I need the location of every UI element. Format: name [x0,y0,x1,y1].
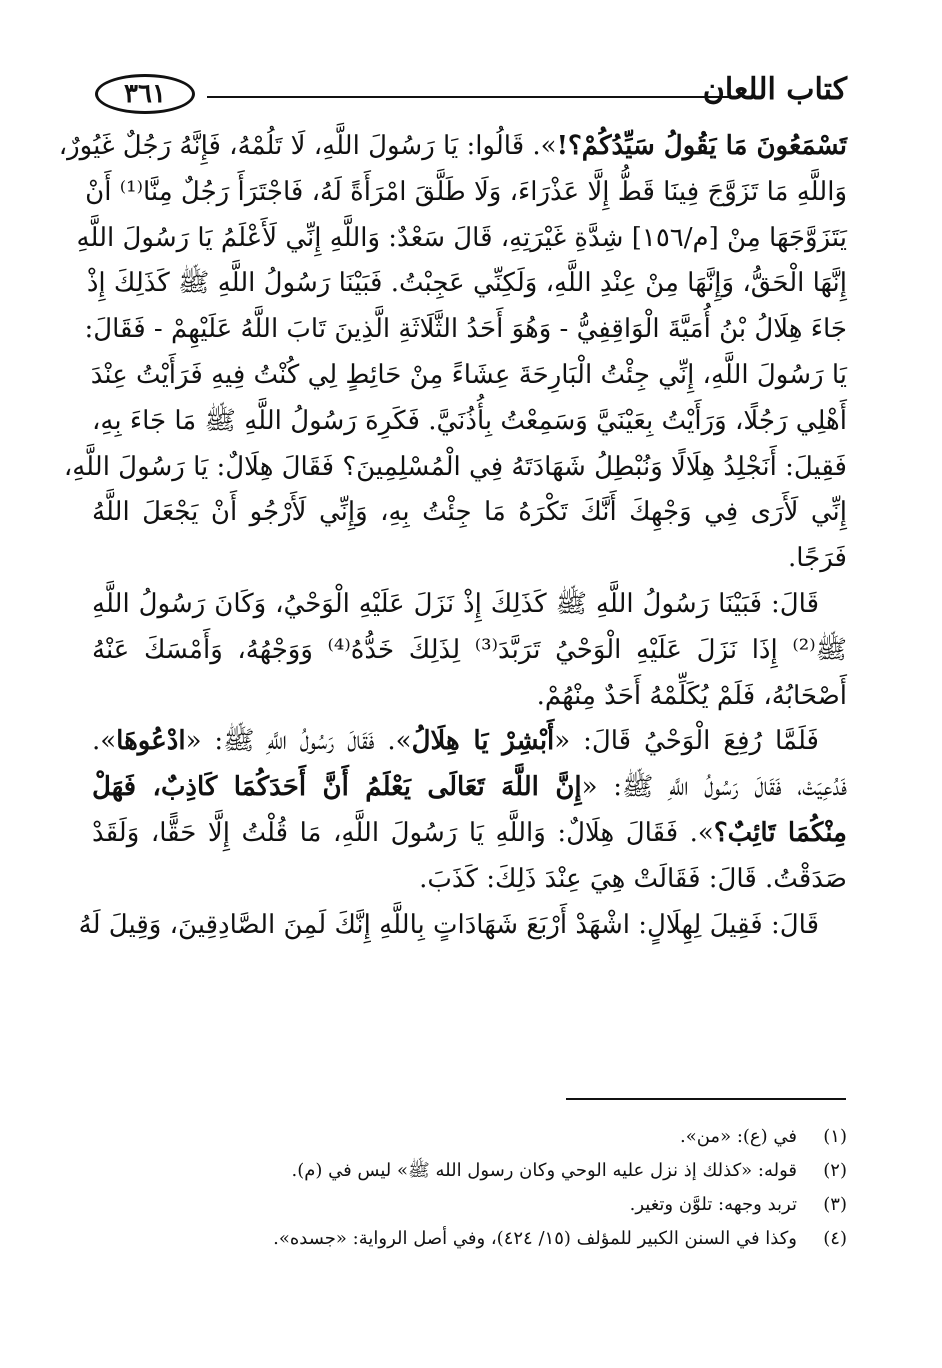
text-line [63,445,847,491]
text-line [92,674,847,720]
hadith-quote: إِنَّ اللَّهَ تَعَالَى يَعْلَمُ أَنَّ أَحَدَكُمَا كَاذِبٌ، فَهَلْ [92,772,582,803]
page-number: ٣٦١ [95,74,195,114]
text-segment: صَدَقْتُ. قَالَ: فَقَالَتْ هِيَ عِنْدَ ذَلِكَ: كَذَبَ. [419,863,847,894]
text-segment: فَدُعِيَتْ، فَقَالَ رَسُولُ اللَّهِ ﷺ: « [581,772,847,803]
text-segment: ». قَالُوا: يَا رَسُولَ اللَّهِ، لَا تَلُمْهُ، فَإِنَّهُ رَجُلٌ غَيُورٌ، [58,131,557,161]
footnote-text: تربد وجهه: تلوَّن وتغير. [629,1194,797,1215]
text-segment: إِنَّهَا الْحَقُّ، وَإِنَّهَا مِنْ عِنْدِ اللَّهِ، وَلَكِنِّي عَجِبْتُ. فَبَيْنَا رَسُولُ اللَّهِ ﷺ كَذَلِكَ إِذْ [86,268,847,299]
footnote-number: (٣) [823,1194,847,1215]
footnote-text: وكذا في السنن الكبير للمؤلف (١٥/ ٤٢٤)، وفي أصل الرواية: «جسده». [273,1228,797,1249]
text-segment: جَاءَ هِلَالُ بْنُ أُمَيَّةَ الْوَاقِفِيُّ - وَهُوَ أَحَدُ الثَّلَاثَةِ الَّذِينَ تَابَ اللَّهُ عَلَيْهِمْ - فَقَالَ: [84,314,847,345]
text-segment: وَاللَّهِ مَا تَزَوَّجَ فِينَا قَطُّ إِلَّا عَذْرَاءَ، وَلَا طَلَّقَ امْرَأَةً لَهُ، فَاجْتَرَأَ رَجُلٌ مِنَّا⁽¹⁾ أَنْ [85,176,847,207]
hadith-quote: تَسْمَعُونَ مَا يَقُولُ سَيِّدُكُمْ؟! [556,131,847,161]
footnote-text: في (ع): «من». [680,1126,797,1147]
text-line [78,903,847,949]
text-segment: ». فَقَالَ هِلَالٌ: وَاللَّهِ يَا رَسُولَ اللَّهِ، مَا قُلْتُ إِلَّا حَقًّا، وَلَقَدْ [92,817,714,848]
footnotes [92,1120,847,1256]
footnote-number: (٢) [823,1160,847,1181]
text-line [92,765,847,811]
text-line [92,628,847,674]
text-line [92,353,847,399]
footnote [92,1154,847,1188]
page-header [95,68,847,124]
hadith-quote: مِنْكُمَا تَائِبٌ؟ [713,817,847,848]
footnote-number: (١) [823,1126,847,1147]
footnote [92,1120,847,1154]
text-segment: قَالَ: فَبَيْنَا رَسُولُ اللَّهِ ﷺ كَذَلِكَ إِذْ نَزَلَ عَلَيْهِ الْوَحْيُ، وَكَانَ رَسُولُ اللَّهِ [92,588,819,619]
text-line [92,857,847,903]
text-segment: فَقِيلَ: أَنَجْلِدُ هِلَالًا وَنُبْطِلُ شَهَادَتَهُ فِي الْمُسْلِمِينَ؟ فَقَالَ هِلَالٌ: يَا رَسُولَ اللَّهِ، [63,451,847,482]
footnote [92,1222,847,1256]
text-line [92,719,847,765]
footnote-separator [566,1098,846,1100]
text-line [84,307,847,353]
text-line [58,124,847,170]
text-segment: فَرَجًا. [787,543,847,574]
text-line [76,216,847,262]
text-line [85,170,847,216]
main-text [58,124,847,948]
footnote-text: قوله: «كذلك إذ نزل عليه الوحي وكان رسول الله ﷺ» ليس في (م). [291,1160,797,1181]
text-line [92,811,847,857]
text-segment: ». فَقَالَ رَسُولُ اللَّهِ ﷺ: « [185,726,412,757]
text-line [92,536,847,582]
header-rule [207,96,729,98]
text-segment: يَا رَسُولَ اللَّهِ، إِنِّي جِئْتُ الْبَارِحَةَ عِشَاءً مِنْ حَائِطٍ لِي كُنْتُ فِيهِ فَرَأَيْتُ عِنْدَ [90,359,847,390]
footnote [92,1188,847,1222]
chapter-title: كتاب اللعان [702,72,847,107]
text-line [86,261,847,307]
text-segment: ». [92,726,117,757]
footnote-number: (٤) [823,1228,847,1249]
hadith-quote: ادْعُوهَا [116,726,186,757]
text-line [92,582,847,628]
text-line [92,490,847,536]
text-segment: قَالَ: فَقِيلَ لِهِلَالٍ: اشْهَدْ أَرْبَعَ شَهَادَاتٍ بِاللَّهِ إِنَّكَ لَمِنَ الصَّادِقِينَ، وَقِيلَ لَهُ [78,909,819,940]
text-segment: ﷺ⁽²⁾ إِذَا نَزَلَ عَلَيْهِ الْوَحْيُ تَرَبَّدَ⁽³⁾ لِذَلِكَ خَدُّهُ⁽⁴⁾ وَوَجْهُهُ، وَأَمْسَكَ عَنْهُ [92,634,847,665]
hadith-quote: أَبْشِرْ يَا هِلَالُ [411,726,555,757]
text-line [92,399,847,445]
text-segment: فَلَمَّا رُفِعَ الْوَحْيُ قَالَ: « [554,726,819,757]
text-segment: يَتَزَوَّجَهَا مِنْ [م/١٥٦] شِدَّةِ غَيْرَتِهِ، قَالَ سَعْدٌ: وَاللَّهِ إِنِّي لَأَعْلَمُ يَا رَسُولَ اللَّهِ [76,222,847,253]
text-segment: أَصْحَابُهُ، فَلَمْ يُكَلِّمْهُ أَحَدٌ مِنْهُمْ. [536,680,847,711]
text-segment: أَهْلِي رَجُلًا، وَرَأَيْتُ بِعَيْنَيَّ وَسَمِعْتُ بِأُذُنَيَّ. فَكَرِهَ رَسُولُ اللَّهِ ﷺ مَا جَاءَ بِهِ، [92,405,847,436]
text-segment: إِنِّي لَأَرَى فِي وَجْهِكَ أَنَّكَ تَكْرَهُ مَا جِئْتُ بِهِ، وَإِنِّي لَأَرْجُو أَنْ يَجْعَلَ اللَّهُ [92,497,847,528]
